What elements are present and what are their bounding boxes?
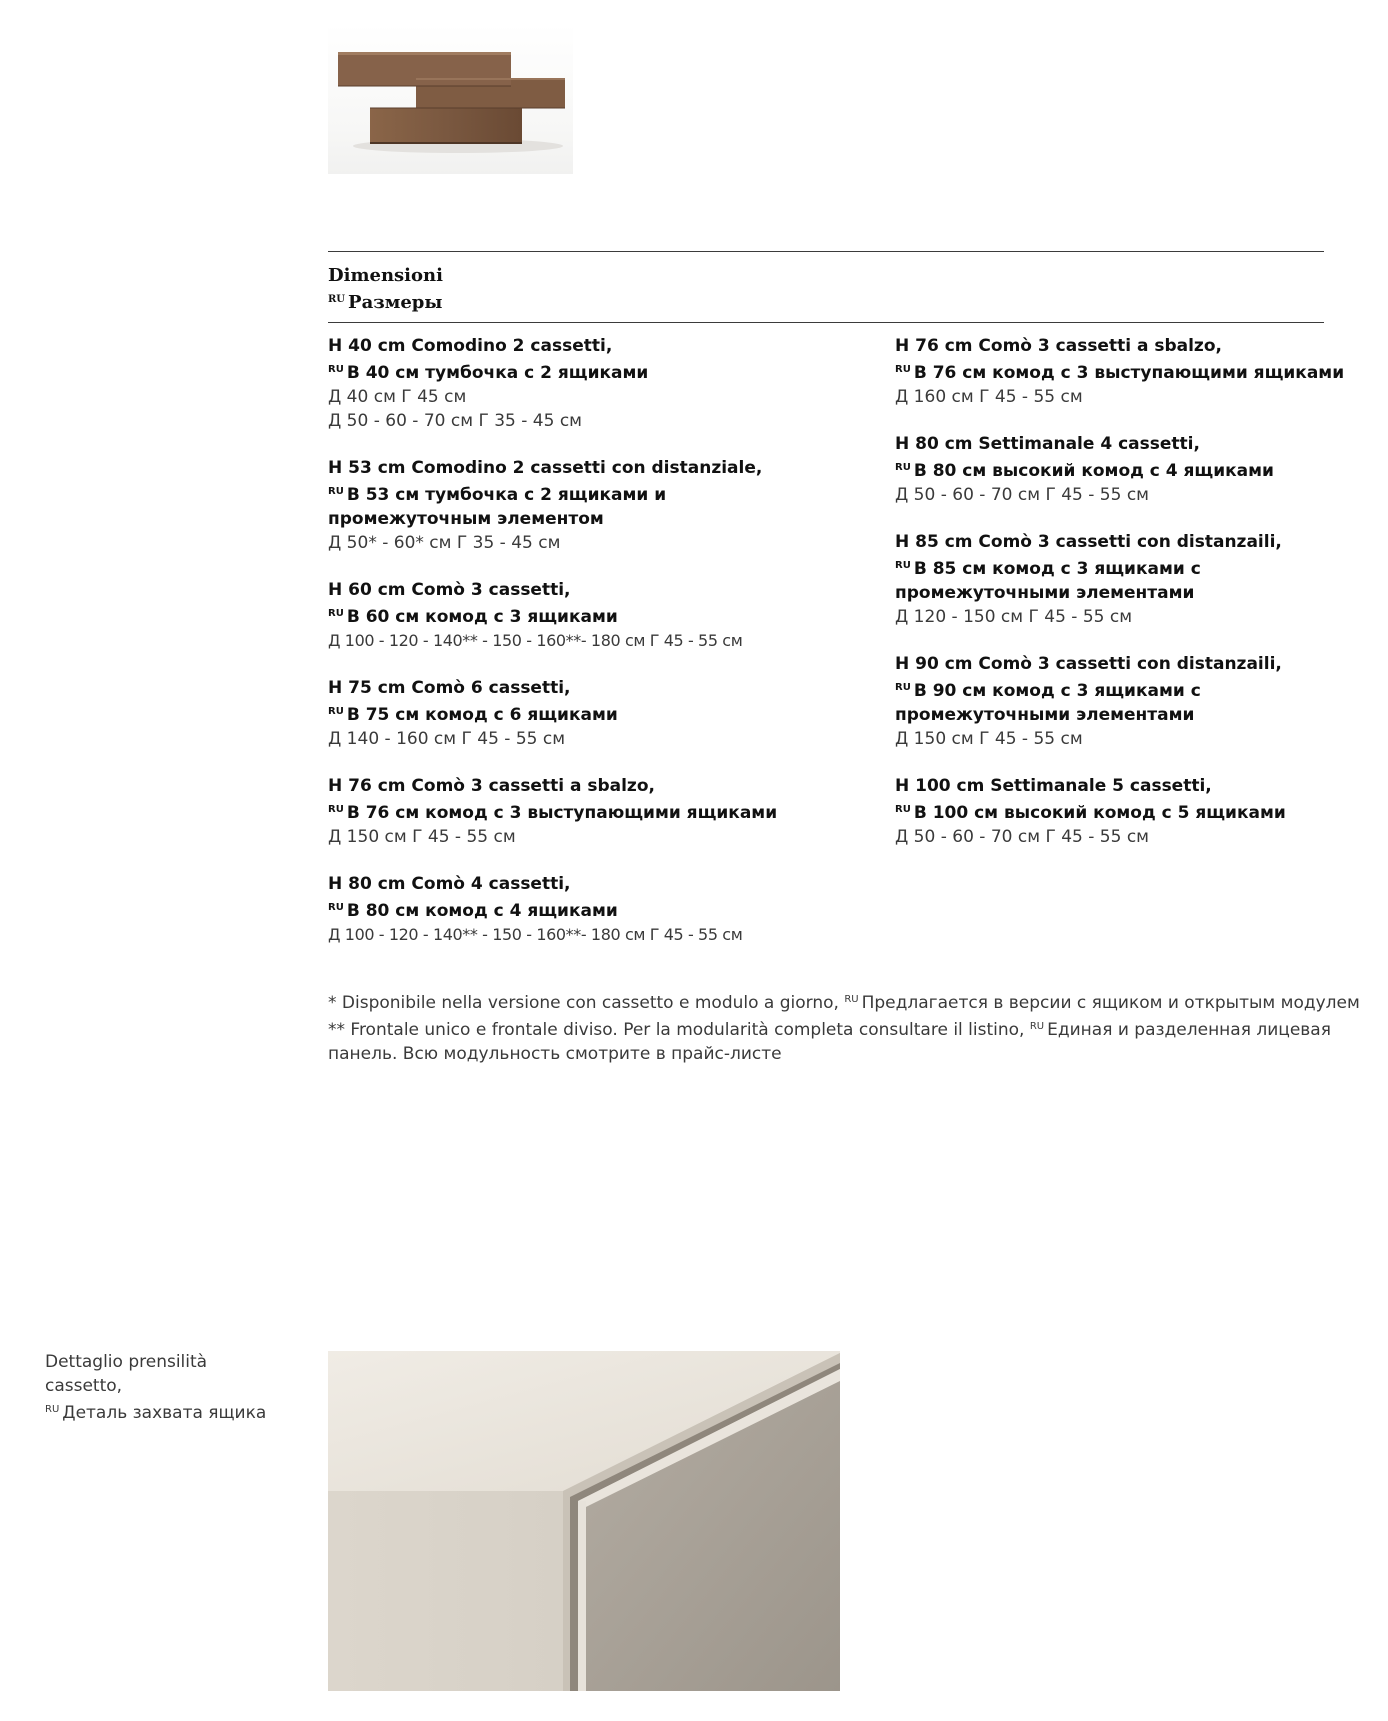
drawer-grip-detail-image xyxy=(328,1351,840,1691)
ru-tag: RU xyxy=(895,804,911,815)
caption-it-line2: cassetto, xyxy=(45,1376,123,1396)
entry-dims: Д 150 см Г 45 - 55 см xyxy=(895,729,1083,749)
top-divider xyxy=(328,251,1324,252)
entry-title-ru: $^{RU}$ В 60 см комод с 3 ящиками xyxy=(328,607,618,627)
entry-title: H 80 cm Comò 4 cassetti, xyxy=(328,874,571,894)
dimension-entry xyxy=(328,334,888,433)
entry-title-ru: $^{RU}$ В 90 см комод с 3 ящиками с промежуточными элементами xyxy=(895,681,1201,725)
dimension-entry xyxy=(328,456,888,555)
ru-tag: RU xyxy=(1029,1021,1045,1032)
dimension-entry xyxy=(328,872,888,947)
entry-title-ru: $^{RU}$ В 75 см комод с 6 ящиками xyxy=(328,705,618,725)
product-image-walnut-dresser xyxy=(328,24,573,174)
entry-dims: Д 50 - 60 - 70 см Г 35 - 45 см xyxy=(328,411,582,431)
entry-dims: Д 40 см Г 45 см xyxy=(328,387,467,407)
dimension-entry xyxy=(328,676,888,751)
dimension-entry xyxy=(328,578,888,653)
entry-title-ru: $^{RU}$ В 85 см комод с 3 ящиками с промежуточными элементами xyxy=(895,559,1201,603)
dimension-entry xyxy=(895,530,1375,629)
entry-title-ru: $^{RU}$ В 80 см комод с 4 ящиками xyxy=(328,901,618,921)
ru-tag: RU xyxy=(895,364,911,375)
entry-dims: Д 100 - 120 - 140** - 150 - 160**- 180 см Г 45 - 55 см xyxy=(328,631,743,650)
ru-tag: RU xyxy=(328,364,344,375)
ru-tag: RU xyxy=(328,902,344,913)
entry-dims: Д 50 - 60 - 70 см Г 45 - 55 см xyxy=(895,827,1149,847)
caption-ru-line: $^{RU}$ Деталь захвата ящика xyxy=(45,1403,267,1423)
entry-title: H 60 cm Comò 3 cassetti, xyxy=(328,580,571,600)
heading-ru: Размеры xyxy=(348,292,443,313)
entry-title: H 53 cm Comodino 2 cassetti con distanziale, xyxy=(328,458,763,478)
entry-title-ru: $^{RU}$ В 80 см высокий комод с 4 ящиками xyxy=(895,461,1274,481)
dimension-entry xyxy=(895,774,1375,849)
entry-title-ru: $^{RU}$ В 100 см высокий комод с 5 ящиками xyxy=(895,803,1286,823)
ru-tag: RU xyxy=(328,486,344,497)
ru-tag: RU xyxy=(895,462,911,473)
entry-title: H 40 cm Comodino 2 cassetti, xyxy=(328,336,613,356)
ru-tag: RU xyxy=(328,294,346,305)
section-heading xyxy=(328,264,443,315)
caption-it-line1: Dettaglio prensilità xyxy=(45,1352,208,1372)
dimensions-right-column xyxy=(895,334,1375,872)
detail-caption xyxy=(45,1350,285,1425)
ru-tag: RU xyxy=(844,994,859,1005)
entry-title: H 76 cm Comò 3 cassetti a sbalzo, xyxy=(328,776,655,796)
entry-title-ru: $^{RU}$ В 76 см комод с 3 выступающими ящиками xyxy=(328,803,778,823)
footnotes xyxy=(328,988,1378,1066)
entry-title-ru: $^{RU}$ В 53 см тумбочка с 2 ящиками и промежуточным элементом xyxy=(328,485,667,529)
entry-title: H 100 cm Settimanale 5 cassetti, xyxy=(895,776,1212,796)
dimension-entry xyxy=(895,432,1375,507)
entry-title: H 85 cm Comò 3 cassetti con distanzaili, xyxy=(895,532,1282,552)
ru-tag: RU xyxy=(45,1404,60,1415)
dimensions-left-column xyxy=(328,334,888,970)
entry-dims: Д 150 см Г 45 - 55 см xyxy=(328,827,516,847)
entry-title-ru: $^{RU}$ В 76 см комод с 3 выступающими ящиками xyxy=(895,363,1345,383)
ru-tag: RU xyxy=(328,706,344,717)
ru-tag: RU xyxy=(328,608,344,619)
entry-dims: Д 100 - 120 - 140** - 150 - 160**- 180 см Г 45 - 55 см xyxy=(328,925,743,944)
entry-title: H 76 cm Comò 3 cassetti a sbalzo, xyxy=(895,336,1222,356)
footnote-2: ** Frontale unico e frontale diviso. Per la modularità completa consultare il listino, $^{RU}$ Единая и разделенная лицевая панель. Всю модульность смотрите в прайс-листе xyxy=(328,1020,1331,1064)
entry-dims: Д 50* - 60* см Г 35 - 45 см xyxy=(328,533,561,553)
ru-tag: RU xyxy=(328,804,344,815)
entry-title: H 90 cm Comò 3 cassetti con distanzaili, xyxy=(895,654,1282,674)
ru-tag: RU xyxy=(895,682,911,693)
entry-title: H 80 cm Settimanale 4 cassetti, xyxy=(895,434,1200,454)
heading-it: Dimensioni xyxy=(328,265,443,286)
footnote-1: * Disponibile nella versione con cassetto e modulo a giorno, $^{RU}$ Предлагается в версии с ящиком и открытым модулем xyxy=(328,993,1360,1013)
entry-dims: Д 50 - 60 - 70 см Г 45 - 55 см xyxy=(895,485,1149,505)
dimension-entry xyxy=(328,774,888,849)
dimension-entry xyxy=(895,652,1375,751)
dimension-entry xyxy=(895,334,1375,409)
heading-divider xyxy=(328,322,1324,323)
entry-title: H 75 cm Comò 6 cassetti, xyxy=(328,678,571,698)
entry-dims: Д 160 см Г 45 - 55 см xyxy=(895,387,1083,407)
entry-dims: Д 120 - 150 см Г 45 - 55 см xyxy=(895,607,1133,627)
entry-dims: Д 140 - 160 см Г 45 - 55 см xyxy=(328,729,566,749)
ru-tag: RU xyxy=(895,560,911,571)
heading-ru-line xyxy=(328,288,443,315)
entry-title-ru: $^{RU}$ В 40 см тумбочка с 2 ящиками xyxy=(328,363,649,383)
